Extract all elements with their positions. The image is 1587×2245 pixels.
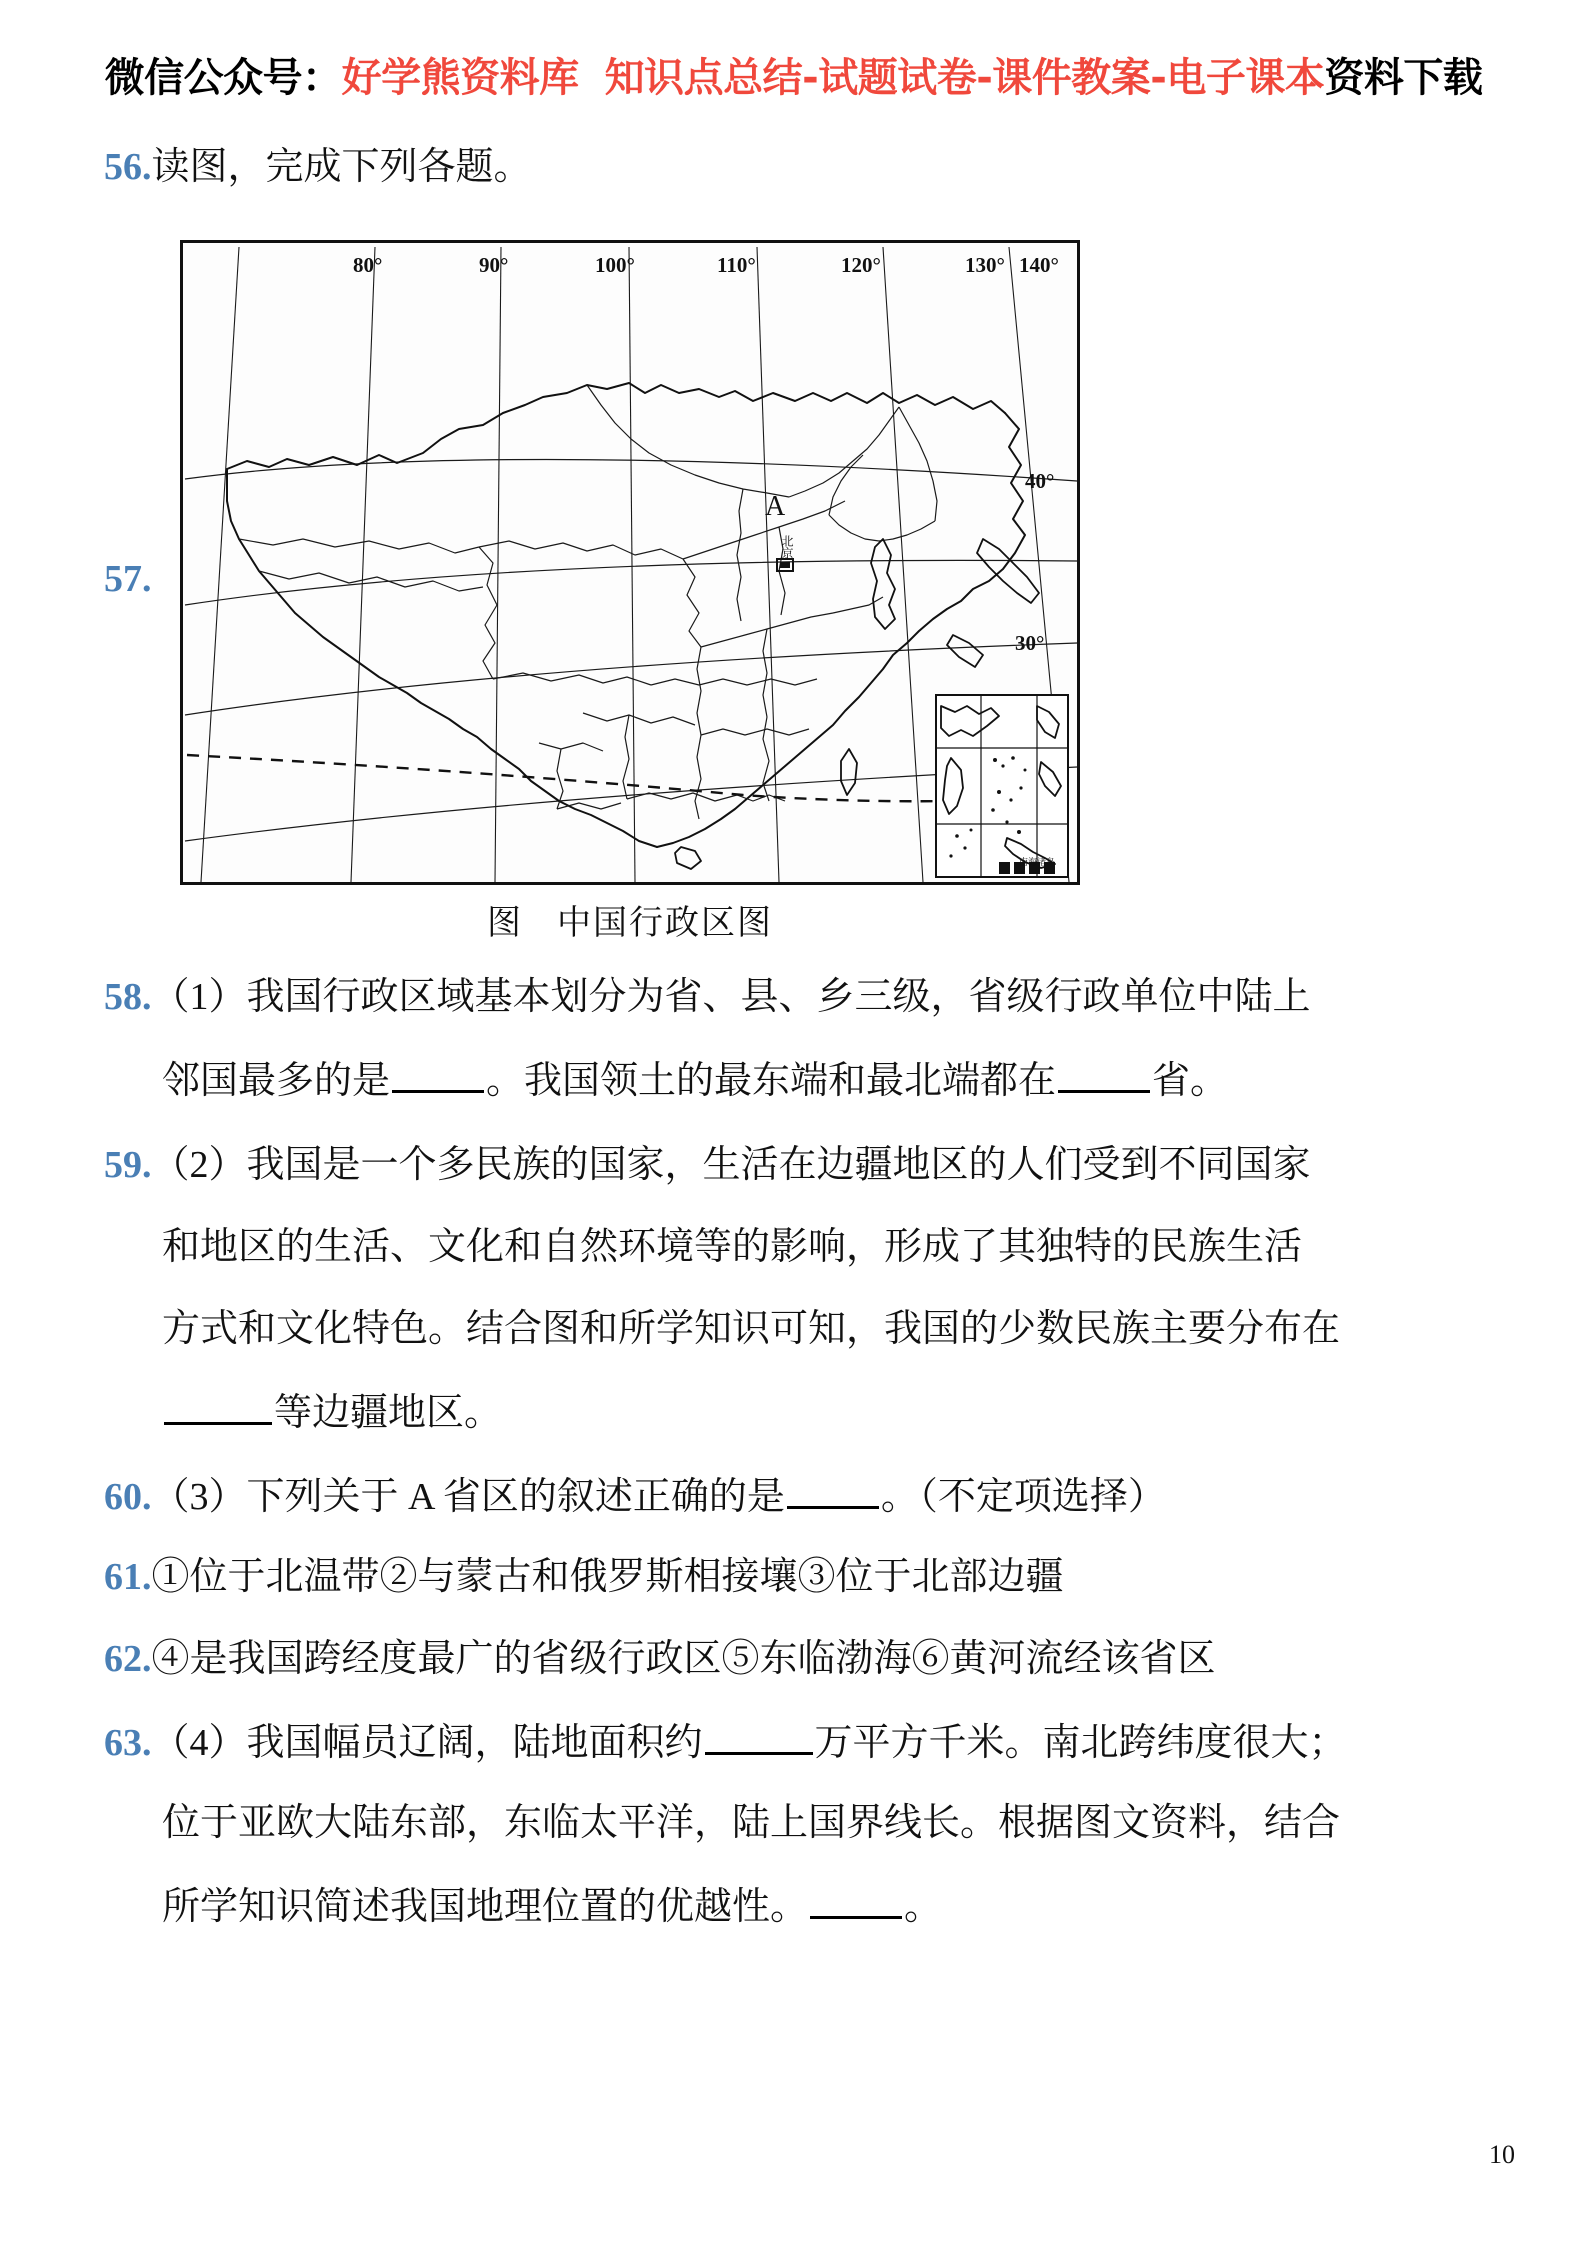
answer-blank-58-1[interactable] bbox=[392, 1060, 484, 1093]
question-58-text-2a: 邻国最多的是 bbox=[162, 1060, 391, 1102]
map-figure bbox=[180, 240, 1080, 940]
map-latitude-label-30: 30° bbox=[1015, 631, 1045, 655]
question-58-text-2c: 省。 bbox=[1152, 1060, 1229, 1102]
map-longitude-label-140: 140° bbox=[1019, 253, 1059, 277]
question-number-61: 61. bbox=[104, 1556, 152, 1598]
question-58-text-2b: 。我国领土的最东端和最北端都在 bbox=[486, 1060, 1057, 1102]
map-caption bbox=[180, 895, 1080, 944]
question-59-text-2: 和地区的生活、文化和自然环境等的影响，形成了其独特的民族生活 bbox=[162, 1226, 1303, 1268]
question-59-line-1 bbox=[104, 1146, 1311, 1186]
map-latitude-label-40: 40° bbox=[1025, 469, 1055, 493]
map-longitude-label-110: 110° bbox=[717, 253, 756, 277]
question-58-text-1: （1）我国行政区域基本划分为省、县、乡三级，省级行政单位中陆上 bbox=[151, 976, 1311, 1018]
question-56-text: 读图，完成下列各题。 bbox=[151, 146, 532, 188]
map-frame bbox=[180, 240, 1080, 885]
map-longitude-label-90: 90° bbox=[479, 253, 509, 277]
question-56 bbox=[104, 148, 532, 188]
question-number-58: 58. bbox=[104, 976, 152, 1018]
map-longitude-label-80: 80° bbox=[353, 253, 383, 277]
question-63-line-1 bbox=[104, 1722, 1347, 1764]
question-61-line-1 bbox=[104, 1558, 1064, 1598]
question-number-59: 59. bbox=[104, 1144, 152, 1186]
map-longitude-label-100: 100° bbox=[595, 253, 635, 277]
map-caption-title: 中国行政区图 bbox=[557, 905, 773, 942]
answer-blank-59-1[interactable] bbox=[164, 1392, 272, 1425]
question-59-text-3: 方式和文化特色。结合图和所学知识可知，我国的少数民族主要分布在 bbox=[162, 1308, 1341, 1350]
question-63-text-3a: 所学知识简述我国地理位置的优越性。 bbox=[162, 1886, 809, 1928]
map-longitude-label-130: 130° bbox=[965, 253, 1005, 277]
question-number-57: 57. bbox=[104, 558, 152, 600]
question-57 bbox=[104, 560, 152, 600]
question-59-line-3 bbox=[162, 1310, 1340, 1350]
question-63-text-3b: 。 bbox=[904, 1886, 943, 1928]
map-inset-svg bbox=[937, 696, 1067, 876]
question-number-60: 60. bbox=[104, 1476, 152, 1518]
question-60-text-b: 。（不定项选择） bbox=[880, 1476, 1166, 1518]
question-58-line-2 bbox=[162, 1060, 1228, 1102]
map-longitude-label-120: 120° bbox=[841, 253, 881, 277]
answer-blank-63-1[interactable] bbox=[705, 1722, 813, 1755]
question-59-text-1: （2）我国是一个多民族的国家，生活在边疆地区的人们受到不同国家 bbox=[151, 1144, 1311, 1186]
question-62-text: ④是我国跨经度最广的省级行政区⑤东临渤海⑥黄河流经该省区 bbox=[151, 1638, 1216, 1680]
banner-highlight-1: 好学熊资料库 bbox=[341, 55, 579, 101]
map-region-letter-a: A bbox=[765, 491, 786, 522]
banner-suffix: 资料下载 bbox=[1324, 55, 1483, 101]
question-60-line-1 bbox=[104, 1476, 1166, 1518]
answer-blank-60-1[interactable] bbox=[787, 1476, 879, 1509]
watermark-banner bbox=[0, 55, 1587, 101]
question-number-56: 56. bbox=[104, 146, 152, 188]
page-number: 10 bbox=[1489, 2140, 1515, 2169]
answer-blank-58-2[interactable] bbox=[1058, 1060, 1150, 1093]
map-city-label-beijing: 北京 bbox=[780, 535, 794, 559]
question-63-text-2: 位于亚欧大陆东部，东临太平洋，陆上国界线长。根据图文资料，结合 bbox=[162, 1802, 1341, 1844]
banner-highlight-2: 知识点总结-试题试卷-课件教案-电子课本 bbox=[604, 55, 1325, 101]
question-63-line-2 bbox=[162, 1804, 1340, 1844]
question-63-line-3 bbox=[162, 1886, 942, 1928]
question-59-line-4 bbox=[162, 1392, 502, 1434]
map-inset-south-china-sea bbox=[935, 694, 1069, 878]
question-58-line-1 bbox=[104, 978, 1311, 1018]
question-59-line-2 bbox=[162, 1228, 1302, 1268]
question-63-text-1a: （4）我国幅员辽阔，陆地面积约 bbox=[151, 1722, 703, 1764]
question-61-text: ①位于北温带②与蒙古和俄罗斯相接壤③位于北部边疆 bbox=[151, 1556, 1064, 1598]
question-59-text-4: 等边疆地区。 bbox=[274, 1392, 503, 1434]
answer-blank-63-2[interactable] bbox=[810, 1886, 902, 1919]
banner-prefix: 微信公众号： bbox=[104, 55, 342, 101]
question-number-63: 63. bbox=[104, 1722, 152, 1764]
question-number-62: 62. bbox=[104, 1638, 152, 1680]
question-63-text-1b: 万平方千米。南北跨纬度很大； bbox=[814, 1722, 1347, 1764]
question-60-text-a: （3）下列关于 A 省区的叙述正确的是 bbox=[151, 1476, 785, 1518]
question-62-line-1 bbox=[104, 1640, 1216, 1680]
map-inset-label: 南海诸岛 bbox=[1018, 858, 1055, 868]
map-caption-label: 图 bbox=[487, 905, 523, 942]
